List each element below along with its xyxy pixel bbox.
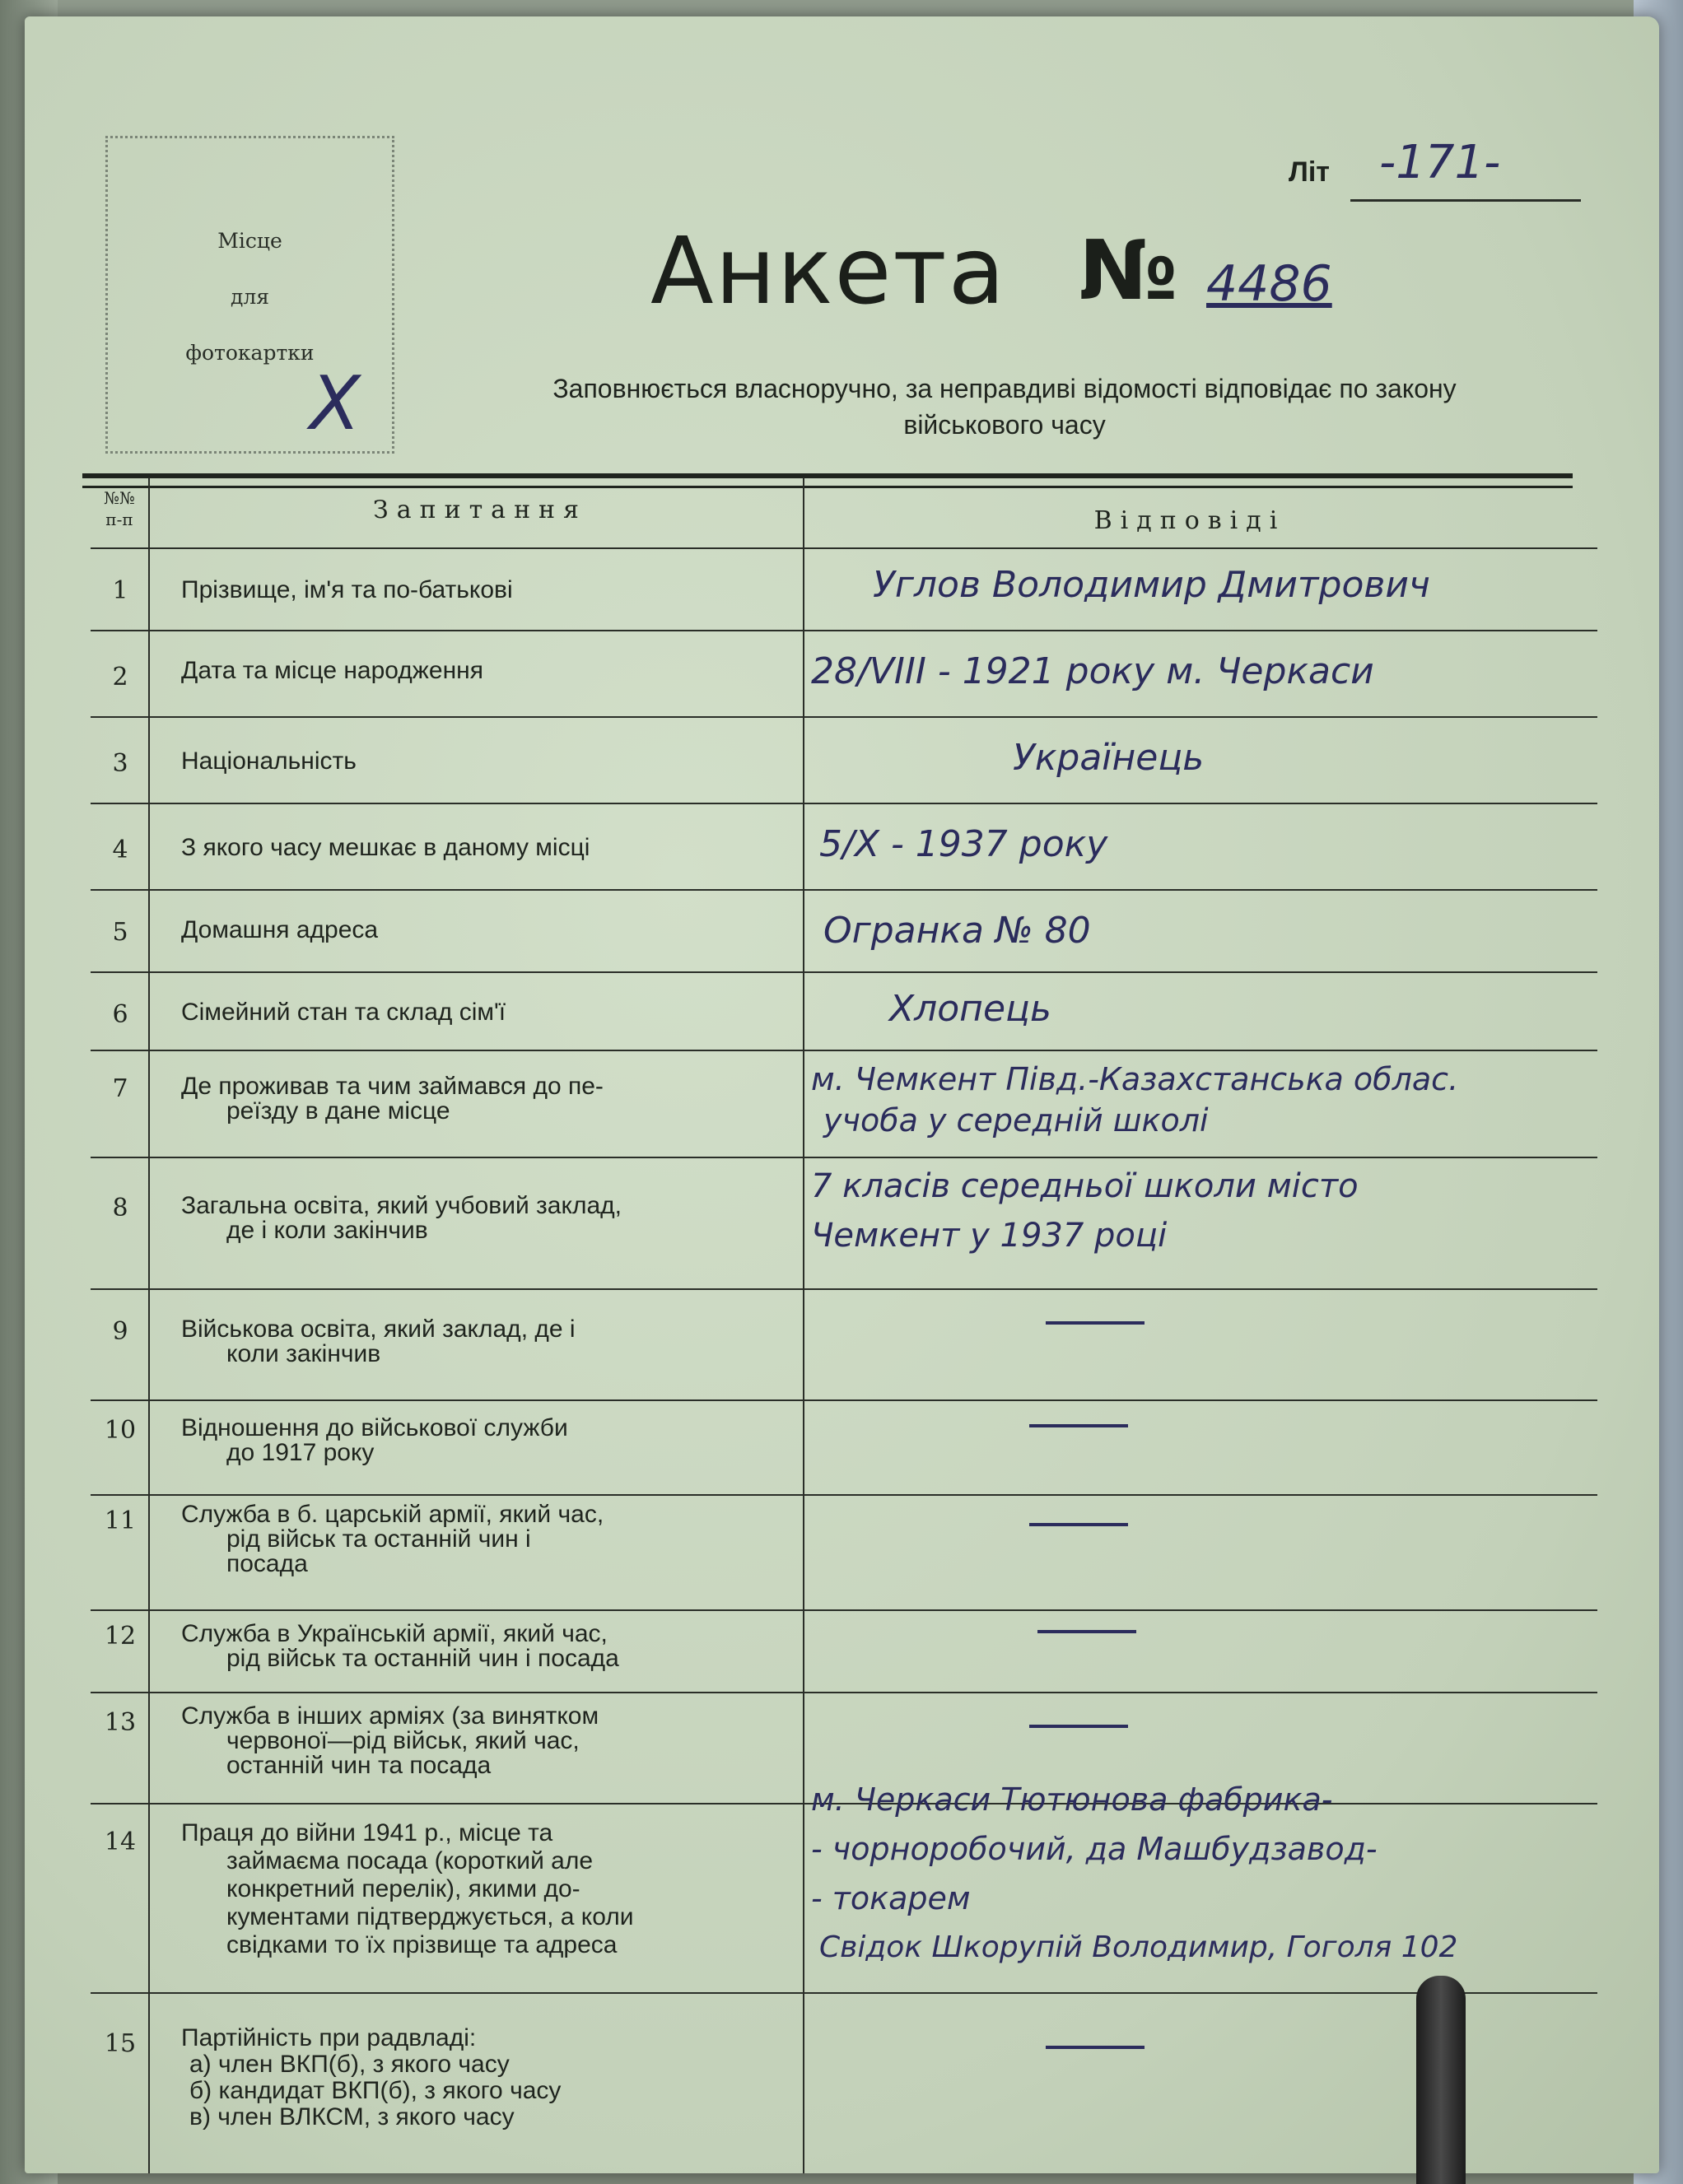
header-answers: Відповіді xyxy=(1093,506,1286,535)
table-top-rule xyxy=(82,473,1573,478)
answer-handwritten: Огранка № 80 xyxy=(823,910,1091,952)
answer-handwritten-line4: Свідок Шкорупій Володимир, Гоголя 102 xyxy=(819,1930,1458,1964)
answer-handwritten-line3: - токарем xyxy=(811,1880,971,1916)
question-line: Де проживав та чим займався до пе- xyxy=(181,1073,604,1100)
row-number: 5 xyxy=(112,918,128,947)
question-text xyxy=(181,1819,790,1959)
row-number: 13 xyxy=(104,1708,137,1737)
answer-dash xyxy=(1029,1523,1128,1526)
question-line: останній чин та посада xyxy=(226,1752,492,1779)
row-number: 6 xyxy=(112,1000,128,1029)
question-text: Сімейний стан та склад сім'ї xyxy=(181,999,506,1026)
form-number: 4486 xyxy=(1206,255,1332,313)
question-text xyxy=(181,1074,790,1124)
column-divider-answer xyxy=(803,477,804,2173)
question-text xyxy=(181,1502,790,1576)
question-text xyxy=(181,1194,790,1243)
row-divider xyxy=(91,1609,1597,1611)
row-divider xyxy=(91,971,1597,973)
sheet-label: Літ xyxy=(1289,156,1330,188)
question-line: б) кандидат ВКП(б), з якого часу xyxy=(189,2077,562,2104)
answer-dash xyxy=(1046,2046,1145,2049)
sheet-number: -171- xyxy=(1379,136,1501,189)
question-text: З якого часу мешкає в даному місці xyxy=(181,834,590,861)
row-number: 14 xyxy=(104,1828,137,1856)
table-top-rule-thin xyxy=(82,486,1573,488)
answer-handwritten-line2: Чемкент у 1937 році xyxy=(811,1217,1168,1255)
question-line: конкретний перелік), якими до- xyxy=(226,1875,580,1902)
question-line: Служба в інших арміях (за винятком xyxy=(181,1702,599,1730)
question-text: Дата та місце народження xyxy=(181,657,483,684)
row-number: 4 xyxy=(112,836,128,864)
question-line: червоної—рід військ, який час, xyxy=(226,1727,580,1754)
answer-dash xyxy=(1029,1725,1128,1728)
question-line: де і коли закінчив xyxy=(226,1217,428,1244)
question-text xyxy=(181,1622,790,1671)
question-line: рід військ та останній чин і посада xyxy=(226,1645,619,1672)
photo-label-line1: Місце xyxy=(217,229,282,253)
photo-placeholder xyxy=(105,136,394,454)
question-line: посада xyxy=(226,1550,308,1577)
question-line: а) член ВКП(б), з якого часу xyxy=(189,2051,510,2078)
question-line: Загальна освіта, який учбовий заклад, xyxy=(181,1192,622,1219)
row-divider xyxy=(91,889,1597,891)
row-number: 10 xyxy=(104,1416,137,1445)
question-line: свідками то їх прізвище та адреса xyxy=(226,1931,618,1958)
question-line: в) член ВЛКСМ, з якого часу xyxy=(189,2103,515,2130)
row-number: 12 xyxy=(104,1622,137,1651)
question-text: Домашня адреса xyxy=(181,916,379,943)
row-number: 9 xyxy=(112,1317,128,1346)
row-number: 11 xyxy=(104,1506,137,1535)
row-divider xyxy=(91,1399,1597,1401)
answer-dash xyxy=(1037,1630,1136,1633)
question-text: Національність xyxy=(181,747,357,775)
header-number-line1: №№ xyxy=(104,488,135,508)
question-line: Військова освіта, який заклад, де і xyxy=(181,1316,576,1343)
answer-handwritten: Углов Володимир Дмитрович xyxy=(873,564,1430,606)
row-divider xyxy=(91,630,1597,631)
question-line: Партійність при радвладі: xyxy=(181,2024,477,2051)
row-divider xyxy=(91,1050,1597,1051)
header-number-line2: п-п xyxy=(105,510,133,529)
row-number: 1 xyxy=(112,576,128,605)
header-number xyxy=(89,487,150,530)
answer-handwritten: Хлопець xyxy=(889,988,1051,1030)
question-line: займаєма посада (короткий але xyxy=(226,1847,594,1874)
row-divider xyxy=(91,1157,1597,1158)
row-number: 15 xyxy=(104,2029,137,2058)
answer-dash xyxy=(1029,1424,1128,1427)
question-line: до 1917 року xyxy=(226,1439,375,1466)
question-line: реїзду в дане місце xyxy=(226,1097,450,1125)
answer-handwritten-line2: - чорноробочий, да Машбудзавод- xyxy=(811,1831,1378,1867)
binder-clip xyxy=(1416,1976,1466,2184)
answer-handwritten-line2: учоба у середній школі xyxy=(823,1102,1209,1139)
row-divider xyxy=(91,1992,1597,1994)
row-number: 2 xyxy=(112,663,128,692)
answer-handwritten-line1: 7 класів середньої школи місто xyxy=(811,1167,1359,1205)
instructions-line1: Заповнюється власноручно, за неправдиві відомості відповідає по закону xyxy=(552,374,1457,403)
row-divider xyxy=(91,716,1597,718)
sheet-number-line xyxy=(1350,199,1581,202)
question-line: Служба в Українській армії, який час, xyxy=(181,1620,608,1647)
photo-label-line3: фотокартки xyxy=(185,341,315,365)
row-divider xyxy=(91,1288,1597,1290)
row-divider xyxy=(91,547,1597,549)
question-line: рід військ та останній чин і xyxy=(226,1525,531,1553)
row-number: 3 xyxy=(112,749,128,778)
header-questions: Запитання xyxy=(373,496,587,524)
question-text xyxy=(181,1704,790,1778)
number-sign: № xyxy=(1079,222,1178,319)
row-divider xyxy=(91,1494,1597,1496)
answer-handwritten-line1: м. Чемкент Півд.-Казахстанська облас. xyxy=(811,1061,1459,1097)
answer-dash xyxy=(1046,1321,1145,1325)
row-number: 8 xyxy=(112,1194,128,1222)
form-instructions xyxy=(420,370,1589,443)
question-line: Праця до війни 1941 р., місце та xyxy=(181,1819,553,1846)
question-text xyxy=(181,1416,790,1465)
answer-handwritten: 5/X - 1937 року xyxy=(819,823,1108,865)
question-text: Прізвище, ім'я та по-батькові xyxy=(181,576,513,603)
form-title: Анкета xyxy=(650,218,1007,325)
questionnaire-page xyxy=(25,16,1659,2173)
question-line: Відношення до військової служби xyxy=(181,1414,568,1441)
answer-handwritten: 28/VIII - 1921 року м. Черкаси xyxy=(811,650,1374,692)
question-text xyxy=(181,2025,790,2130)
question-line: кументами підтверджується, а коли xyxy=(226,1903,634,1930)
photo-label-line2: для xyxy=(230,285,270,309)
answer-handwritten: Українець xyxy=(1013,737,1205,779)
row-number: 7 xyxy=(112,1074,128,1103)
answer-handwritten-line1: м. Черкаси Тютюнова фабрика- xyxy=(811,1781,1333,1818)
question-text xyxy=(181,1317,790,1367)
photo-cross-mark: X xyxy=(310,361,361,447)
question-line: коли закінчив xyxy=(226,1340,381,1367)
row-divider xyxy=(91,1692,1597,1693)
row-divider xyxy=(91,803,1597,804)
question-line: Служба в б. царській армії, який час, xyxy=(181,1501,604,1528)
instructions-line2: військового часу xyxy=(903,410,1106,440)
